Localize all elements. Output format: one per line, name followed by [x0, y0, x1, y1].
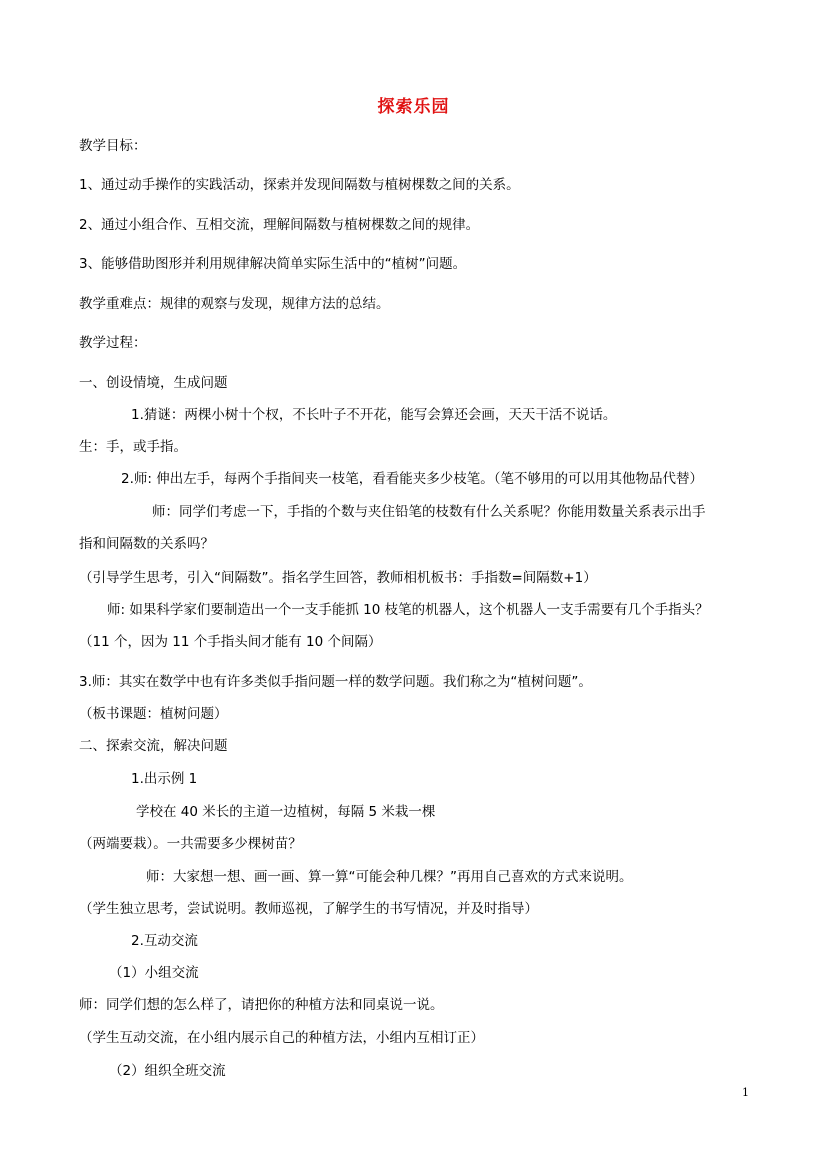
paragraph-line: 2、通过小组合作、互相交流，理解间隔数与植树棵数之间的规律。: [79, 217, 480, 233]
paragraph-line: （学生独立思考，尝试说明。教师巡视，了解学生的书写情况，并及时指导）: [79, 901, 538, 917]
paragraph-line: （板书课题：植树问题）: [79, 706, 228, 722]
paragraph-line: 1.出示例 1: [131, 771, 198, 787]
paragraph-line: 3、能够借助图形并利用规律解决简单实际生活中的“植树”问题。: [79, 256, 467, 272]
paragraph-line: 教学重难点：规律的观察与发现，规律方法的总结。: [79, 296, 390, 312]
paragraph-line: 师：同学们考虑一下，手指的个数与夹住铅笔的枝数有什么关系呢？你能用数量关系表示出手: [152, 504, 706, 520]
paragraph-line: 学校在 40 米长的主道一边植树，每隔 5 米栽一棵: [136, 804, 436, 820]
document-title: 探索乐园: [377, 97, 450, 117]
paragraph-line: 师：同学们想的怎么样了，请把你的种植方法和同桌说一说。: [79, 997, 444, 1013]
paragraph-line: 二、探索交流，解决问题: [79, 738, 228, 754]
paragraph-line: 一、创设情境，生成问题: [79, 375, 228, 391]
page-number: 1: [742, 1086, 749, 1099]
paragraph-line: （学生互动交流，在小组内展示自己的种植方法，小组内互相订正）: [79, 1030, 484, 1046]
paragraph-line: 1、通过动手操作的实践活动，探索并发现间隔数与植树棵数之间的关系。: [79, 177, 520, 193]
paragraph-line: 教学目标：: [79, 138, 147, 154]
paragraph-line: （2）组织全班交流: [109, 1063, 226, 1079]
paragraph-line: 2.师: 伸出左手，每两个手指间夹一枝笔，看看能夹多少枝笔。（笔不够用的可以用其他物品代替）: [121, 471, 703, 487]
paragraph-line: 3.师：其实在数学中也有许多类似手指问题一样的数学问题。我们称之为“植树问题”。: [79, 674, 592, 690]
paragraph-line: （1）小组交流: [109, 965, 199, 981]
paragraph-line: 教学过程：: [79, 335, 147, 351]
paragraph-line: 师: 如果科学家们要制造出一个一支手能抓 10 枝笔的机器人，这个机器人一支手需要有几个手指头？: [107, 602, 709, 618]
paragraph-line: 生：手，或手指。: [79, 439, 187, 455]
paragraph-line: 师：大家想一想、画一画、算一算“可能会种几棵？”再用自己喜欢的方式来说明。: [146, 869, 633, 885]
paragraph-line: （引导学生思考，引入“间隔数”。指名学生回答，教师相机板书：手指数=间隔数+1）: [79, 570, 597, 586]
paragraph-line: （两端要栽）。一共需要多少棵树苗？: [79, 836, 302, 852]
paragraph-line: （11 个，因为 11 个手指头间才能有 10 个间隔）: [79, 634, 382, 650]
paragraph-line: 指和间隔数的关系吗？: [79, 536, 214, 552]
paragraph-line: 2.互动交流: [131, 933, 198, 949]
paragraph-line: 1.猜谜：两棵小树十个杈，不长叶子不开花，能写会算还会画，天天干活不说话。: [131, 407, 617, 423]
